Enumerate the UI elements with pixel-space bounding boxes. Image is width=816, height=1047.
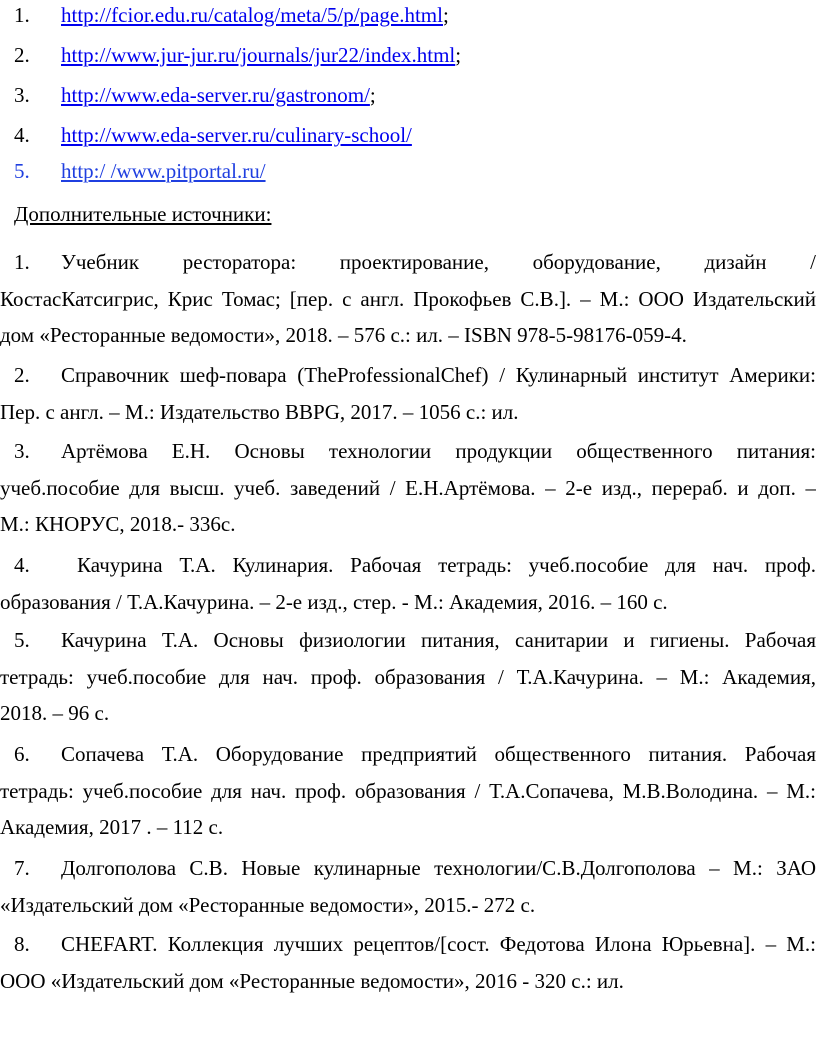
reference-line: тетрадь: учеб.пособие для нач. проф. образования / Т.А.Сопачева, М.В.Володина. – М.: [0,778,816,803]
link-separator: ; [442,3,449,27]
reference-line: образования / Т.А.Качурина. – 2-е изд., стер. - М.: Академия, 2016. – 160 с. [0,589,668,614]
reference-line [0,433,816,470]
reference-line: тетрадь: учеб.пособие для нач. проф. образования / Т.А.Качурина. – М.: Академия, [0,664,816,689]
list-number: 5. [14,159,30,183]
section-heading: Дополнительные источники: [14,202,272,226]
link-eda-gastronom[interactable]: http://www.eda-server.ru/gastronom/ [61,83,370,107]
link-eda-culinary-school[interactable]: http://www.eda-server.ru/culinary-school/ [61,123,412,147]
reference-item [0,244,816,354]
reference-line: «Издательский дом «Ресторанные ведомости», 2015.- 272 с. [0,892,536,917]
list-number: 4. [14,553,30,577]
list-number: 1. [14,3,30,27]
reference-line [0,926,816,963]
link-item [14,82,376,108]
list-number: 7. [14,856,30,880]
list-number: 5. [14,628,30,652]
reference-item [0,622,816,732]
reference-item [0,547,816,620]
link-item [14,2,449,28]
reference-line [0,244,816,281]
link-fcior[interactable]: http://fcior.edu.ru/catalog/meta/5/p/page.html [61,3,443,27]
reference-line [0,850,816,887]
reference-text: Долгополова С.В. Новые кулинарные технологии/С.В.Долгополова – М.: ЗАО [61,856,816,880]
list-number: 1. [14,250,30,274]
reference-line: ООО «Издательский дом «Ресторанные ведомости», 2016 - 320 с.: ил. [0,968,624,993]
reference-line: учеб.пособие для высш. учеб. заведений / Е.Н.Артёмова. – 2-е изд., перераб. и доп. – [0,475,816,500]
link-pitportal[interactable]: http:/ /www.pitportal.ru/ [61,159,266,183]
reference-item [0,433,816,543]
reference-line: 2018. – 96 с. [0,701,110,725]
list-number: 3. [14,83,30,107]
link-item [14,42,461,68]
reference-line [0,357,816,394]
reference-text: Учебник ресторатора: проектирование, оборудование, дизайн / [61,250,816,274]
reference-item [0,357,816,430]
reference-line [0,736,816,773]
reference-text: Качурина Т.А. Основы физиологии питания, санитарии и гигиены. Рабочая [61,628,816,652]
list-number: 2. [14,363,30,387]
link-separator: ; [369,83,376,107]
list-number: 6. [14,742,30,766]
reference-line: дом «Ресторанные ведомости», 2018. – 576 с.: ил. – ISBN 978-5-98176-059-4. [0,323,687,347]
link-separator: ; [455,43,462,67]
link-item [14,158,266,184]
reference-text: Артёмова Е.Н. Основы технологии продукции общественного питания: [61,439,816,463]
reference-line: Академия, 2017 . – 112 с. [0,815,224,839]
reference-line: Пер. с англ. – М.: Издательство BBPG, 2017. – 1056 с.: ил. [0,399,519,424]
reference-line [0,622,816,659]
reference-text: Сопачева Т.А. Оборудование предприятий общественного питания. Рабочая [61,742,816,766]
reference-line: КостасКатсигрис, Крис Томас; [пер. с англ. Прокофьев С.В.]. – М.: ООО Издательский [0,286,816,311]
reference-item [0,926,816,999]
list-number: 2. [14,43,30,67]
reference-text: Качурина Т.А. Кулинария. Рабочая тетрадь: учеб.пособие для нач. проф. [77,553,816,577]
link-jur-jur[interactable]: http://www.jur-jur.ru/journals/jur22/index.html [61,43,456,67]
list-number: 8. [14,932,30,956]
reference-text: Справочник шеф-повара (TheProfessionalChef) / Кулинарный институт Америки: [61,363,816,387]
list-number: 3. [14,439,30,463]
list-number: 4. [14,123,30,147]
reference-item [0,736,816,846]
reference-text: CHEFART. Коллекция лучших рецептов/[сост. Федотова Илона Юрьевна]. – М.: [61,932,816,956]
link-item [14,122,412,148]
reference-item [0,850,816,923]
reference-line: М.: КНОРУС, 2018.- 336с. [0,512,236,536]
reference-line [0,547,816,584]
